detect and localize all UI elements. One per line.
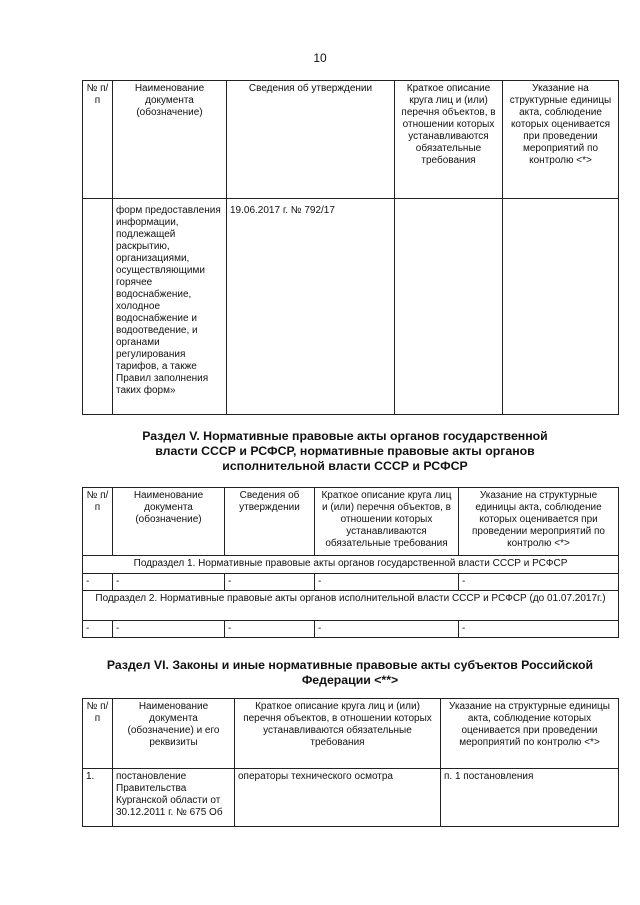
subsection-row [83, 591, 619, 621]
table-header-row [83, 699, 619, 769]
header-description: Краткое описание круга лиц и (или) перечня объектов, в отношении которых устанавливаются обязательные требования [315, 488, 459, 556]
cell-description: операторы технического осмотра [235, 769, 441, 827]
cell-doc-name: форм предоставления информации, подлежащей раскрытию, организациями, осуществляющими горячее водоснабжение, холодное водоснабжение и водоотведение, и органами регулирования тарифов, а также Правил заполнения таких форм» [113, 199, 227, 415]
cell-description [395, 199, 503, 415]
cell-num [83, 199, 113, 415]
cell-dash: - [113, 621, 225, 638]
table-header-row [83, 488, 619, 556]
header-approval: Сведения об утверждении [225, 488, 315, 556]
table-row [83, 199, 619, 415]
section-6-table [82, 698, 619, 827]
cell-dash: - [459, 574, 619, 591]
cell-dash: - [113, 574, 225, 591]
table-row [83, 621, 619, 638]
cell-doc-name: постановление Правительства Курганской области от 30.12.2011 г. № 675 Об [113, 769, 235, 827]
subsection-1-label: Подраздел 1. Нормативные правовые акты органов государственной власти СССР и РСФСР [83, 556, 619, 574]
table-row [83, 769, 619, 827]
header-structural-units: Указание на структурные единицы акта, соблюдение которых оценивается при проведении мероприятий по контролю <*> [459, 488, 619, 556]
cell-approval: 19.06.2017 г. № 792/17 [227, 199, 395, 415]
cell-structural-units: п. 1 постановления [441, 769, 619, 827]
table-header-row [83, 81, 619, 199]
header-doc-name: Наименование документа (обозначение) [113, 81, 227, 199]
header-num: № п/п [83, 81, 113, 199]
page-number: 10 [313, 51, 327, 65]
requirements-table-continued [82, 80, 619, 415]
header-num: № п/п [83, 699, 113, 769]
header-structural-units: Указание на структурные единицы акта, соблюдение которых оценивается при проведении мероприятий по контролю <*> [441, 699, 619, 769]
header-description: Краткое описание круга лиц и (или) перечня объектов, в отношении которых устанавливаются обязательные требования [395, 81, 503, 199]
cell-structural-units [503, 199, 619, 415]
cell-dash: - [459, 621, 619, 638]
subsection-2-label: Подраздел 2. Нормативные правовые акты органов исполнительной власти СССР и РСФСР (до 01.07.2017г.) [83, 591, 619, 621]
header-approval: Сведения об утверждении [227, 81, 395, 199]
cell-dash: - [83, 621, 113, 638]
header-num: № п/п [83, 488, 113, 556]
cell-dash: - [315, 574, 459, 591]
subsection-row [83, 556, 619, 574]
cell-dash: - [225, 574, 315, 591]
header-doc-name: Наименование документа (обозначение) и его реквизиты [113, 699, 235, 769]
cell-dash: - [225, 621, 315, 638]
header-description: Краткое описание круга лиц и (или) перечня объектов, в отношении которых устанавливаются обязательные требования [235, 699, 441, 769]
section-5-title: Раздел V. Нормативные правовые акты органов государственной власти СССР и РСФСР, нормативные правовые акты органов исполнительной власти СССР и РСФСР [142, 429, 548, 473]
table-row [83, 574, 619, 591]
header-structural-units: Указание на структурные единицы акта, соблюдение которых оценивается при проведении мероприятий по контролю <*> [503, 81, 619, 199]
cell-dash: - [83, 574, 113, 591]
cell-num: 1. [83, 769, 113, 827]
header-doc-name: Наименование документа (обозначение) [113, 488, 225, 556]
cell-dash: - [315, 621, 459, 638]
section-6-title: Раздел VI. Законы и иные нормативные правовые акты субъектов Российской Федерации <**> [106, 658, 594, 687]
section-5-table [82, 487, 619, 638]
